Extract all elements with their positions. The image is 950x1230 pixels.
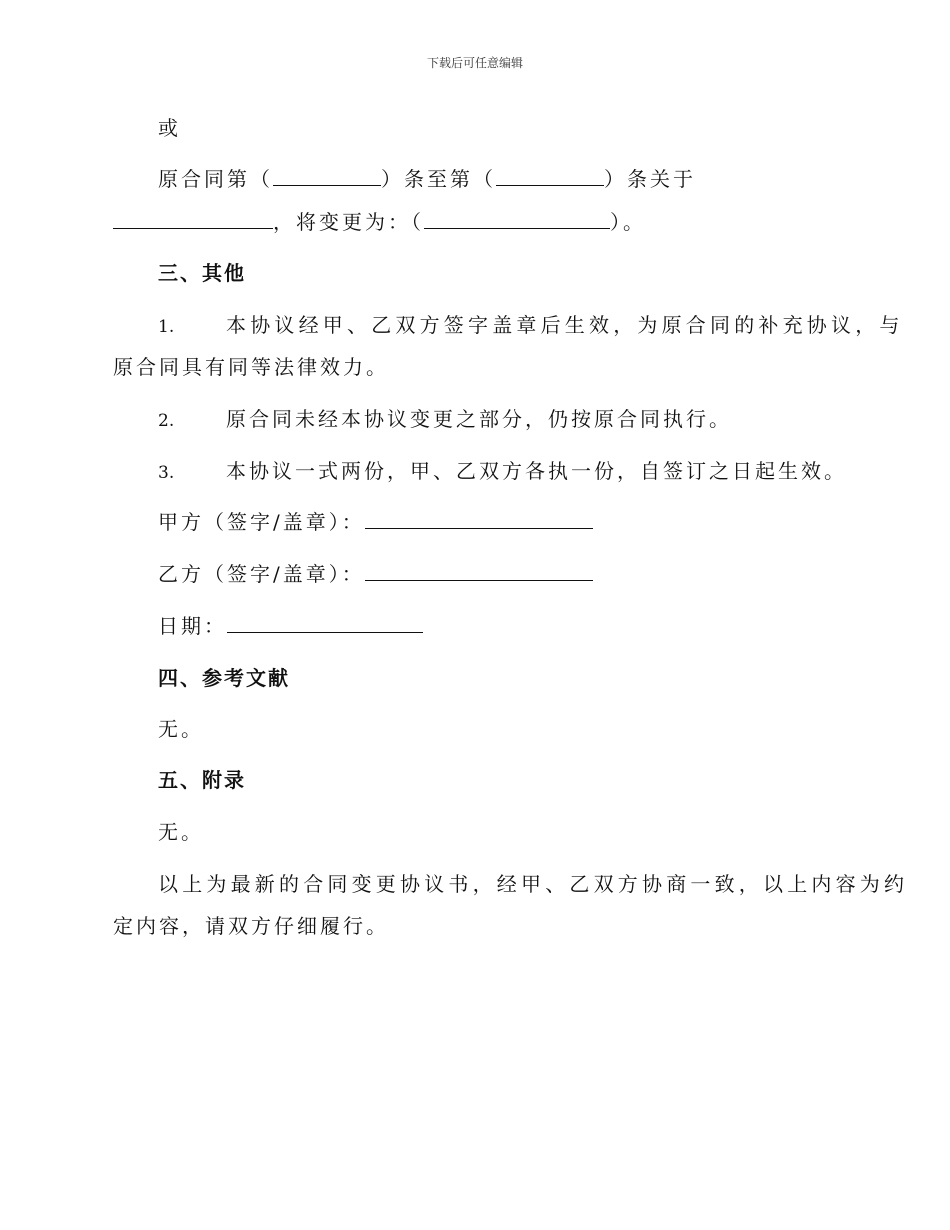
blank-field [496, 167, 604, 186]
clause-text: ）。 [610, 210, 646, 234]
closing-line-2: 定内容，请双方仔细履行。 [113, 914, 389, 938]
party-b-label: 乙方（签字/盖章）： [158, 562, 365, 586]
section-3-item-3 [158, 459, 878, 485]
party-a-label: 甲方（签字/盖章）： [158, 510, 365, 534]
item-number: 3. [158, 463, 175, 483]
section-5-body: 无。 [158, 820, 204, 844]
blank-field [273, 167, 381, 186]
clause-text: ）条关于 [604, 167, 696, 191]
section-4-title: 四、参考文献 [158, 666, 290, 690]
date-field [227, 614, 423, 633]
clause-text: 原合同第（ [158, 167, 273, 191]
party-a-signature-field [365, 510, 593, 529]
section-3-item-1-cont: 原合同具有同等法律效力。 [113, 355, 389, 379]
change-clause-line-2 [113, 210, 833, 234]
item-number: 2. [158, 411, 175, 431]
item-number: 1. [158, 317, 175, 337]
section-3-item-1 [158, 313, 904, 339]
party-a-signature [158, 510, 878, 534]
item-text: 本协议一式两份，甲、乙双方各执一份，自签订之日起生效。 [226, 459, 847, 483]
clause-text: ）条至第（ [381, 167, 496, 191]
party-b-signature-field [365, 562, 593, 581]
section-3-title: 三、其他 [158, 261, 246, 285]
blank-field [424, 210, 610, 229]
date-line [158, 614, 878, 638]
page-header: 下载后可任意编辑 [426, 56, 523, 70]
change-clause-line-1 [158, 167, 878, 191]
clause-text: ，将变更为：（ [273, 210, 424, 234]
item-text: 原合同未经本协议变更之部分，仍按原合同执行。 [226, 407, 732, 431]
party-b-signature [158, 562, 878, 586]
blank-field [113, 210, 273, 229]
section-3-item-2 [158, 407, 878, 433]
closing-line-1: 以上为最新的合同变更协议书，经甲、乙双方协商一致，以上内容为约 [158, 872, 909, 896]
or-line: 或 [158, 116, 181, 140]
item-text: 本协议经甲、乙双方签字盖章后生效，为原合同的补充协议，与 [226, 313, 904, 337]
section-5-title: 五、附录 [158, 768, 246, 792]
date-label: 日期： [158, 614, 227, 638]
section-4-body: 无。 [158, 717, 204, 741]
